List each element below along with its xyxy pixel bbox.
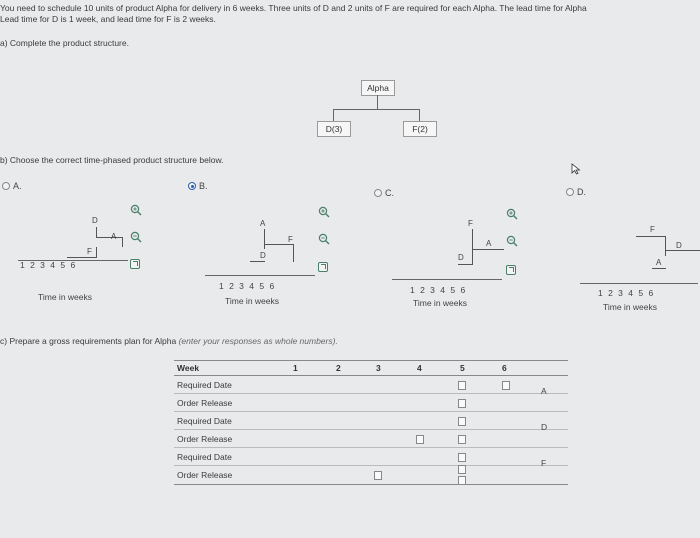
diagram-line xyxy=(472,249,473,264)
zoom-in-icon[interactable] xyxy=(318,206,330,218)
diagram-node: A xyxy=(656,258,662,267)
row-f-order-release: Order Release xyxy=(177,470,233,480)
tree-connector xyxy=(333,109,334,121)
time-axis xyxy=(205,275,315,276)
header-rule xyxy=(174,375,568,376)
row-rule xyxy=(174,393,568,394)
week-ticks: 1 2 3 4 5 6 xyxy=(598,288,654,298)
diagram-line xyxy=(96,227,97,237)
diagram-line xyxy=(472,249,504,250)
diagram-node: D xyxy=(676,241,682,250)
input-d-rel-w5[interactable] xyxy=(458,435,466,444)
zoom-out-icon[interactable] xyxy=(506,235,518,247)
input-f-req-w5b[interactable] xyxy=(458,465,466,474)
diagram-line xyxy=(652,268,666,269)
diagram-line xyxy=(636,236,666,237)
axis-label: Time in weeks xyxy=(225,296,280,306)
row-rule xyxy=(174,411,568,412)
option-a-label[interactable]: A. xyxy=(13,181,22,191)
table-bottom-rule xyxy=(174,484,568,485)
option-d-radio[interactable] xyxy=(566,188,574,196)
diagram-line xyxy=(96,237,123,238)
diagram-line xyxy=(665,236,666,256)
tree-connector xyxy=(419,109,420,121)
diagram-node: A xyxy=(111,232,117,241)
input-f-rel-w3[interactable] xyxy=(374,471,382,480)
node-alpha: Alpha xyxy=(361,80,395,96)
option-a-radio[interactable] xyxy=(2,182,10,190)
diagram-line xyxy=(665,250,700,251)
time-axis xyxy=(580,283,698,284)
diagram-node: F xyxy=(468,219,473,228)
node-d[interactable]: D(3) xyxy=(317,121,351,137)
axis-label: Time in weeks xyxy=(603,302,658,312)
week-header: Week xyxy=(177,363,200,373)
zoom-out-icon[interactable] xyxy=(130,231,142,243)
week-ticks: 1 2 3 4 5 6 xyxy=(410,285,466,295)
zoom-in-icon[interactable] xyxy=(506,208,518,220)
option-b-label[interactable]: B. xyxy=(199,181,208,191)
mouse-cursor-icon xyxy=(571,163,581,175)
diagram-line xyxy=(122,237,123,247)
external-link-icon[interactable] xyxy=(130,259,140,269)
diagram-node: F xyxy=(87,247,92,256)
option-b-radio[interactable] xyxy=(188,182,196,190)
problem-text-line2: Lead time for D is 1 week, and lead time for F is 2 weeks. xyxy=(0,14,216,24)
input-f-rel-w5[interactable] xyxy=(458,476,466,485)
week-2-header: 2 xyxy=(336,363,341,373)
table-top-rule xyxy=(174,360,568,361)
input-a-rel-w5[interactable] xyxy=(458,399,466,408)
axis-label: Time in weeks xyxy=(38,292,93,302)
axis-label: Time in weeks xyxy=(413,298,468,308)
diagram-line xyxy=(472,229,473,249)
input-a-req-w6[interactable] xyxy=(502,381,510,390)
diagram-node: F xyxy=(288,235,293,244)
input-d-rel-w4[interactable] xyxy=(416,435,424,444)
input-d-req-w5[interactable] xyxy=(458,417,466,426)
diagram-node: D xyxy=(458,253,464,262)
input-a-req-w5[interactable] xyxy=(458,381,466,390)
external-link-icon[interactable] xyxy=(318,262,328,272)
node-f[interactable]: F(2) xyxy=(403,121,437,137)
diagram-line xyxy=(67,257,97,258)
week-ticks: 1 2 3 4 5 6 xyxy=(219,281,275,291)
external-link-icon[interactable] xyxy=(506,265,516,275)
input-f-req-w5[interactable] xyxy=(458,453,466,462)
diagram-line xyxy=(458,264,473,265)
tree-connector xyxy=(377,95,378,109)
diagram-node: A xyxy=(260,219,266,228)
diagram-node: F xyxy=(650,225,655,234)
row-f-required-date: Required Date xyxy=(177,452,232,462)
diagram-line xyxy=(250,261,265,262)
tree-connector xyxy=(333,109,420,110)
diagram-node: D xyxy=(92,216,98,225)
zoom-out-icon[interactable] xyxy=(318,233,330,245)
diagram-line xyxy=(264,229,265,249)
component-a-label: A xyxy=(541,386,547,396)
option-c-radio[interactable] xyxy=(374,189,382,197)
week-5-header: 5 xyxy=(460,363,465,373)
row-a-order-release: Order Release xyxy=(177,398,233,408)
row-rule xyxy=(174,429,568,430)
diagram-line xyxy=(96,247,97,258)
row-d-order-release: Order Release xyxy=(177,434,233,444)
option-d-label[interactable]: D. xyxy=(577,187,586,197)
row-rule xyxy=(174,447,568,448)
zoom-in-icon[interactable] xyxy=(130,204,142,216)
row-a-required-date: Required Date xyxy=(177,380,232,390)
time-axis xyxy=(392,279,502,280)
week-3-header: 3 xyxy=(376,363,381,373)
week-ticks: 1 2 3 4 5 6 xyxy=(20,260,76,270)
week-4-header: 4 xyxy=(417,363,422,373)
diagram-node: D xyxy=(260,251,266,260)
part-a-label: a) Complete the product structure. xyxy=(0,38,129,48)
week-1-header: 1 xyxy=(293,363,298,373)
week-6-header: 6 xyxy=(502,363,507,373)
part-c-instructions: (enter your responses as whole numbers). xyxy=(178,336,338,346)
problem-text-line1: You need to schedule 10 units of product Alpha for delivery in 6 weeks. Three units of D and 2 units of F are required for each Alpha. The lead time for Alpha xyxy=(0,3,587,13)
diagram-line xyxy=(264,244,294,245)
diagram-line xyxy=(293,244,294,262)
part-b-label: b) Choose the correct time-phased product structure below. xyxy=(0,155,224,165)
component-f-label: F xyxy=(541,458,547,468)
part-c-label-text: c) Prepare a gross requirements plan for Alpha xyxy=(0,336,179,346)
part-c-label xyxy=(0,336,338,346)
component-d-label: D xyxy=(541,422,548,432)
row-rule xyxy=(174,465,568,466)
option-c-label[interactable]: C. xyxy=(385,188,394,198)
row-d-required-date: Required Date xyxy=(177,416,232,426)
diagram-node: A xyxy=(486,239,492,248)
